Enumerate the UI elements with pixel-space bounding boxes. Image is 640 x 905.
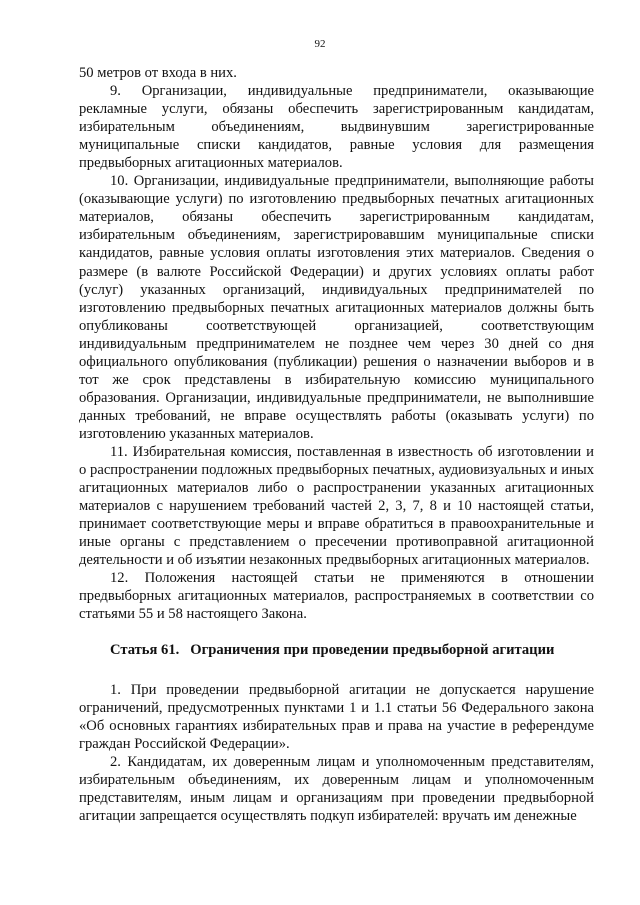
article-paragraph-2: 2. Кандидатам, их доверенным лицам и уполномоченным представителям, избирательным объединениям, их доверенным лицам и уполномоченным представителям, иным лицам и организациям при проведении предвыборной агитации запрещается осуществлять подкуп избирателей: вручать им денежные [79,753,594,824]
paragraph-item-12: 12. Положения настоящей статьи не применяются в отношении предвыборных агитационных материалов, распространяемых в соответствии со статьями 55 и 58 настоящего Закона. [79,570,594,623]
paragraph-continuation: 50 метров от входа в них. [79,65,237,81]
document-body [79,64,594,825]
page-number: 92 [314,38,326,50]
paragraph-item-9: 9. Организации, индивидуальные предприниматели, оказывающие рекламные услуги, обязаны обеспечить зарегистрированным кандидатам, избирательным объединениям, выдвинувшим зарегистрированные муниципальные списки кандидатов, равные условия для размещения предвыборных агитационных материалов. [79,83,594,172]
paragraph-item-10: 10. Организации, индивидуальные предприниматели, выполняющие работы (оказывающие услуги) по изготовлению предвыборных печатных агитационных материалов, обязаны обеспечить зарегистрированным кандидатам, избирательным объединениям, зарегистрировавшим муниципальные списки кандидатов, равные условия оплаты изготовления этих материалов. Сведения о размере (в валюте Российской Федерации) и других условиях оплаты работ (услуг) указанных организаций, индивидуальных предпринимателей по изготовлению предвыборных печатных агитационных материалов должны быть опубликованы соответствующей организацией, соответствующим индивидуальным предпринимателем не позднее чем через 30 дней со дня официального опубликования (публикации) решения о назначении выборов и в тот же срок представлены в избирательную комиссию муниципального образования. Организации, индивидуальные предприниматели, не выполнившие данных требований, не вправе осуществлять работы (оказывать услуги) по изготовлению указанных материалов. [79,173,594,442]
paragraph-item-11: 11. Избирательная комиссия, поставленная в известность об изготовлении и о распространении подложных предвыборных печатных, аудиовизуальных и иных агитационных материалов либо о распространении указанных агитационных материалов с нарушением требований частей 2, 3, 7, 8 и 10 настоящей статьи, принимает соответствующие меры и вправе обратиться в правоохранительные и иные органы с представлением о пресечении противоправной агитационной деятельности и об изъятии незаконных предвыборных агитационных материалов. [79,443,594,569]
article-paragraph-1: 1. При проведении предвыборной агитации не допускается нарушение ограничений, предусмотренных пунктами 1 и 1.1 статьи 56 Федерального закона «Об основных гарантиях избирательных прав и права на участие в референдуме граждан Российской Федерации». [79,681,594,752]
article-heading: Статья 61. Ограничения при проведении предвыборной агитации [110,642,555,659]
